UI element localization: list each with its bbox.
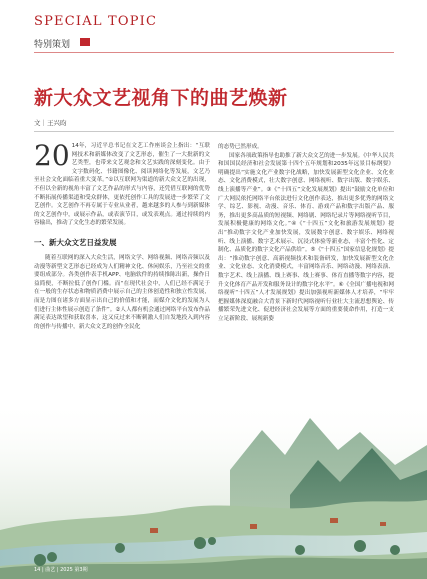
right-paragraph-2: 国家各项政策指导也助推了新大众文艺的进一步发展。《中华人民共和国国民经济和社会发展第十四个五年规划和2035年远景目标纲要》明确提出“实施文化产业数字化战略，加快发展新型文化企业、文化业态、文化消费模式，壮大数字创意、网络视听、数字出版、数字娱乐、线上演播等产业”。③《“十四五”文化发展规划》提出“鼓励文化单位和广大网民依托网络平台依法进行文化创作表达，推出更多优秀的网络文学、综艺、影视、动漫、音乐、体育、游戏产品和数字出版产品、服务，推出更多高品质的短视频、网络剧、网络纪录片等网络视听节目，发展积极健康的网络文化。”④《“十四五”文化和旅游发展规划》提出“推动数字文化产业加快发展，发展数字创意、数字娱乐、网络视听、线上演播、数字艺术展示、沉浸式体验等新业态，丰富个性化、定制化、品质化的数字文化产品供给”。⑤《“十四五”国家信息化规划》提出：“推动数字创意、高新视频技术和装备研发，加快发展新型文化企业、文化业态、文化消费模式，丰富网络音乐、网络动漫、网络表演、数字艺术、线上演播、线上赛事、线上赛事、体育直播等数字内容，提升文化体育产品开发和服务设计的数字化水平”。⑥《全国广播电视和网络视听“十四五”人才发展规划》提出加强视听新媒体人才培养，“牢牢把握媒体深度融合大背景下新时代网络视听行业壮大主流思想舆论、传播繁荣先进文化、促进经济社会发展等方面的重要使命作用，打造一支立足新阶段、展现新姿 (218, 152, 395, 322)
section-paragraph: 随着互联网的深入大众生活，网络文学、网络视频、网络音频以及动漫等新型文艺形态已经成为人们精神文化、休闲娱乐，乃至社交的重要组成部分。各类创作表手机APP、电脑软件的持续推陈出新，操作日益简便，不断拉低了创作门槛。而“在现代社会中，人们已经不满足于在一般的生存状态和物质消费中展示自己的主体创造性和独立性发展，而是力图在诸多方面显示出自己的价值和才能，而媒介文化的发展为人们进行主体性展示创造了条件”。②人人都有机会通过网络平台发布作品满足表达欲望和获取喜本，这又反过来不断刺激人们自发地投入到内容的创作与传播中，新大众文艺的创作全民化 (34, 254, 210, 330)
article-title: 新大众文艺视角下的曲艺焕新 (34, 87, 288, 109)
right-column (218, 143, 394, 323)
intro-text: 14年，习近平总书记在文艺工作座谈会上指出：“互联网技术和新媒体改变了文艺形态，催生了一大批新的文艺类型，也带来文艺观念和文艺实践的深刻变化。由于文字数码化、书籍图像化、阅读网络化等发展，文艺乃至社会文化面临着重大变革。”①以互联网为渠道的新大众文艺的出现，不但以全新的视角丰富了文艺作品的形式与内容，还凭借互联网的优势不断拓展传播渠道和受众群体，更依托创作工具的发展进一步繁荣了文艺创作。文艺创作不再专属于专业从业者，越来越多的人参与到新媒体的文艺创作中，或展示作品，或表演节目，或发表观点。通过持续的内容输出，推动了文化生态的繁荣发展。 (34, 143, 210, 227)
section-subtitle: 特别策划 (34, 40, 71, 50)
intro-paragraph (34, 139, 210, 228)
drop-cap: 20 (34, 139, 70, 172)
section-title: SPECIAL TOPIC (34, 14, 158, 29)
section-badge-icon (80, 38, 90, 46)
section-heading: 一、新大众文艺日益发展 (34, 237, 117, 247)
right-paragraph-1: 的态势已然形成。 (218, 144, 263, 150)
page-footer: 14 | 曲艺 | 2025 第3期 (34, 567, 88, 573)
left-column (34, 139, 210, 331)
landscape-illustration (0, 400, 427, 579)
header-divider (34, 52, 394, 53)
byline-divider (34, 131, 394, 132)
byline: 文｜王兴昀 (34, 119, 67, 127)
